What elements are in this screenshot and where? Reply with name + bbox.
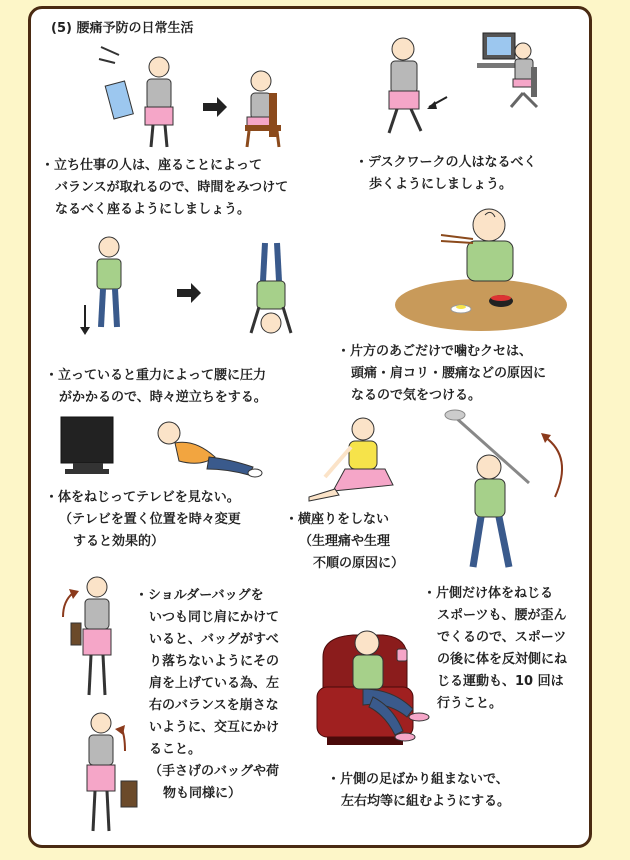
side-sitting-illustration	[305, 413, 415, 503]
chewing-illustration	[391, 205, 571, 333]
handstand-illustration	[71, 233, 301, 351]
tip-gravity: ・立っていると重力によって腰に圧力 がかかるので、時々逆立ちをする。	[45, 368, 267, 405]
golf-illustration	[437, 407, 587, 587]
tip-standing-work: ・立ち仕事の人は、座ることによって バランスが取れるので、時間をみつけて なるべく座るようにしましょう。	[41, 158, 289, 217]
content-card	[28, 6, 592, 848]
shoulder-bag-illustration	[51, 573, 141, 839]
tip-chewing: ・片方のあごだけで噛むクセは、 頭痛・肩コリ・腰痛などの原因に なるので気をつける。	[337, 344, 547, 403]
tv-watching-illustration	[59, 413, 269, 485]
tip-shoulder-bag: ・ショルダーバッグを いつも同じ肩にかけて いると、バッグがすべ り落ちないようにその 肩を上げている為、左 右のバランスを崩さな いように、交互にかけ ること。 （手さげのバッグや荷 物も同様に）	[135, 588, 280, 801]
standing-worker-illustration	[81, 37, 281, 155]
tip-legs: ・片側の足ばかり組まないで、 左右均等に組むようにする。	[327, 772, 511, 809]
tip-side-sitting: ・横座りをしない （生理痛や生理 不順の原因に）	[285, 512, 405, 571]
tip-desk-work: ・デスクワークの人はなるべく 歩くようにしましょう。	[355, 155, 537, 192]
tip-sports: ・片側だけ体をねじる スポーツも、腰が歪ん でくるので、スポーツ の後に体を反対側にね じる運動も、10 回は 行うこと。	[423, 586, 568, 711]
leg-crossing-illustration	[313, 617, 433, 757]
section-title: (5) 腰痛予防の日常生活	[51, 21, 194, 36]
desk-worker-illustration	[351, 27, 581, 145]
tip-tv: ・体をねじってテレビを見ない。 （テレビを置く位置を時々変更 すると効果的）	[45, 490, 241, 549]
